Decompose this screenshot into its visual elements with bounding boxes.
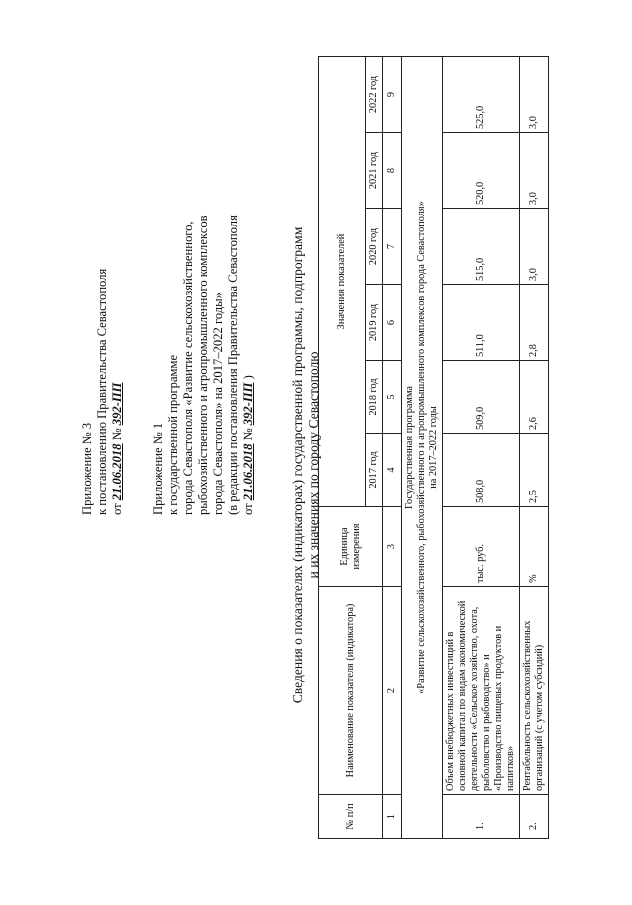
number-prefix: № — [241, 425, 255, 444]
section-heading — [402, 57, 443, 839]
value-cell: 511,0 — [443, 285, 520, 361]
indicators-table — [318, 56, 549, 839]
value-cell: 3,0 — [520, 209, 549, 285]
row-number: 1. — [443, 795, 520, 839]
title-line: Сведения о показателях (индикаторах) государственной программы, подпрограмм — [290, 226, 305, 704]
column-number: 1 — [383, 795, 402, 839]
value-cell: 525,0 — [443, 57, 520, 133]
header-year: 2018 год — [366, 361, 383, 434]
header-unit: Единица измерения — [319, 507, 383, 587]
header-year: 2017 год — [366, 434, 383, 507]
title-line: и их значениях по городу Севастополю — [306, 351, 321, 579]
appendix1-line: (в редакции постановления Правительства Севастополя — [226, 215, 240, 515]
handwritten-date: 21.06.2018 — [110, 443, 124, 501]
column-number: 6 — [383, 285, 402, 361]
appendix1-date-line — [241, 95, 256, 515]
table-header-row — [319, 57, 366, 839]
appendix3-date-line — [110, 95, 125, 515]
appendix1-line: рыбохозяйственного и агропромышленного комплексов — [196, 215, 210, 515]
column-number: 7 — [383, 209, 402, 285]
header-num: № п/п — [319, 795, 383, 839]
header-values-group: Значения показателей — [319, 57, 366, 507]
appendix1-line: города Севастополя» на 2017–2022 годы» — [211, 292, 225, 515]
appendix3-title: Приложение № 3 — [80, 422, 94, 515]
indicator-unit: % — [520, 507, 549, 587]
value-cell: 3,0 — [520, 57, 549, 133]
column-number: 3 — [383, 507, 402, 587]
appendix1-line: к государственной программе — [166, 354, 180, 515]
header-year: 2021 год — [366, 133, 383, 209]
value-cell: 2,6 — [520, 361, 549, 434]
header-year: 2022 год — [366, 57, 383, 133]
section-row — [402, 57, 443, 839]
date-prefix: от — [110, 500, 124, 515]
value-cell: 2,8 — [520, 285, 549, 361]
number-prefix: № — [110, 425, 124, 444]
section-line: «Развитие сельскохозяйственного, рыбохозяйственного и агропромышленного комплексов города Севастополя» — [416, 201, 427, 694]
row-number: 2. — [520, 795, 549, 839]
indicator-name: Объем внебюджетных инвестиций в основной капитал по видам экономической деятельности «Сельское хозяйство, охота, рыболовство и рыбоводство» и «Производство пищевых продуктов и напитков» — [443, 587, 520, 795]
date-prefix: от — [241, 500, 255, 515]
column-number: 8 — [383, 133, 402, 209]
table-row — [443, 57, 520, 839]
column-number: 9 — [383, 57, 402, 133]
header-name: Наименование показателя (индикатора) — [319, 587, 383, 795]
column-number: 5 — [383, 361, 402, 434]
closing-paren: ) — [241, 375, 255, 383]
column-numbers-row — [383, 57, 402, 839]
appendix1-title: Приложение № 1 — [151, 422, 165, 515]
handwritten-number: 392-ПП — [241, 382, 255, 426]
header-year: 2019 год — [366, 285, 383, 361]
section-line: на 2017–2022 годы — [428, 406, 439, 489]
appendix3-reference: к постановлению Правительства Севастополя — [95, 268, 109, 515]
column-number: 4 — [383, 434, 402, 507]
value-cell: 509,0 — [443, 361, 520, 434]
value-cell: 2,5 — [520, 434, 549, 507]
value-cell: 515,0 — [443, 209, 520, 285]
table-row — [520, 57, 549, 839]
value-cell: 508,0 — [443, 434, 520, 507]
handwritten-date: 21.06.2018 — [241, 443, 255, 501]
appendix-header — [80, 95, 256, 515]
value-cell: 3,0 — [520, 133, 549, 209]
value-cell: 520,0 — [443, 133, 520, 209]
indicator-name: Рентабельность сельскохозяйственных организаций (с учетом субсидий) — [520, 587, 549, 795]
column-number: 2 — [383, 587, 402, 795]
header-year: 2020 год — [366, 209, 383, 285]
handwritten-number: 392-ПП — [110, 382, 124, 426]
section-line: Государственная программа — [404, 386, 415, 509]
indicator-unit: тыс. руб. — [443, 507, 520, 587]
appendix1-line: города Севастополя «Развитие сельскохозяйственного, — [181, 221, 195, 515]
